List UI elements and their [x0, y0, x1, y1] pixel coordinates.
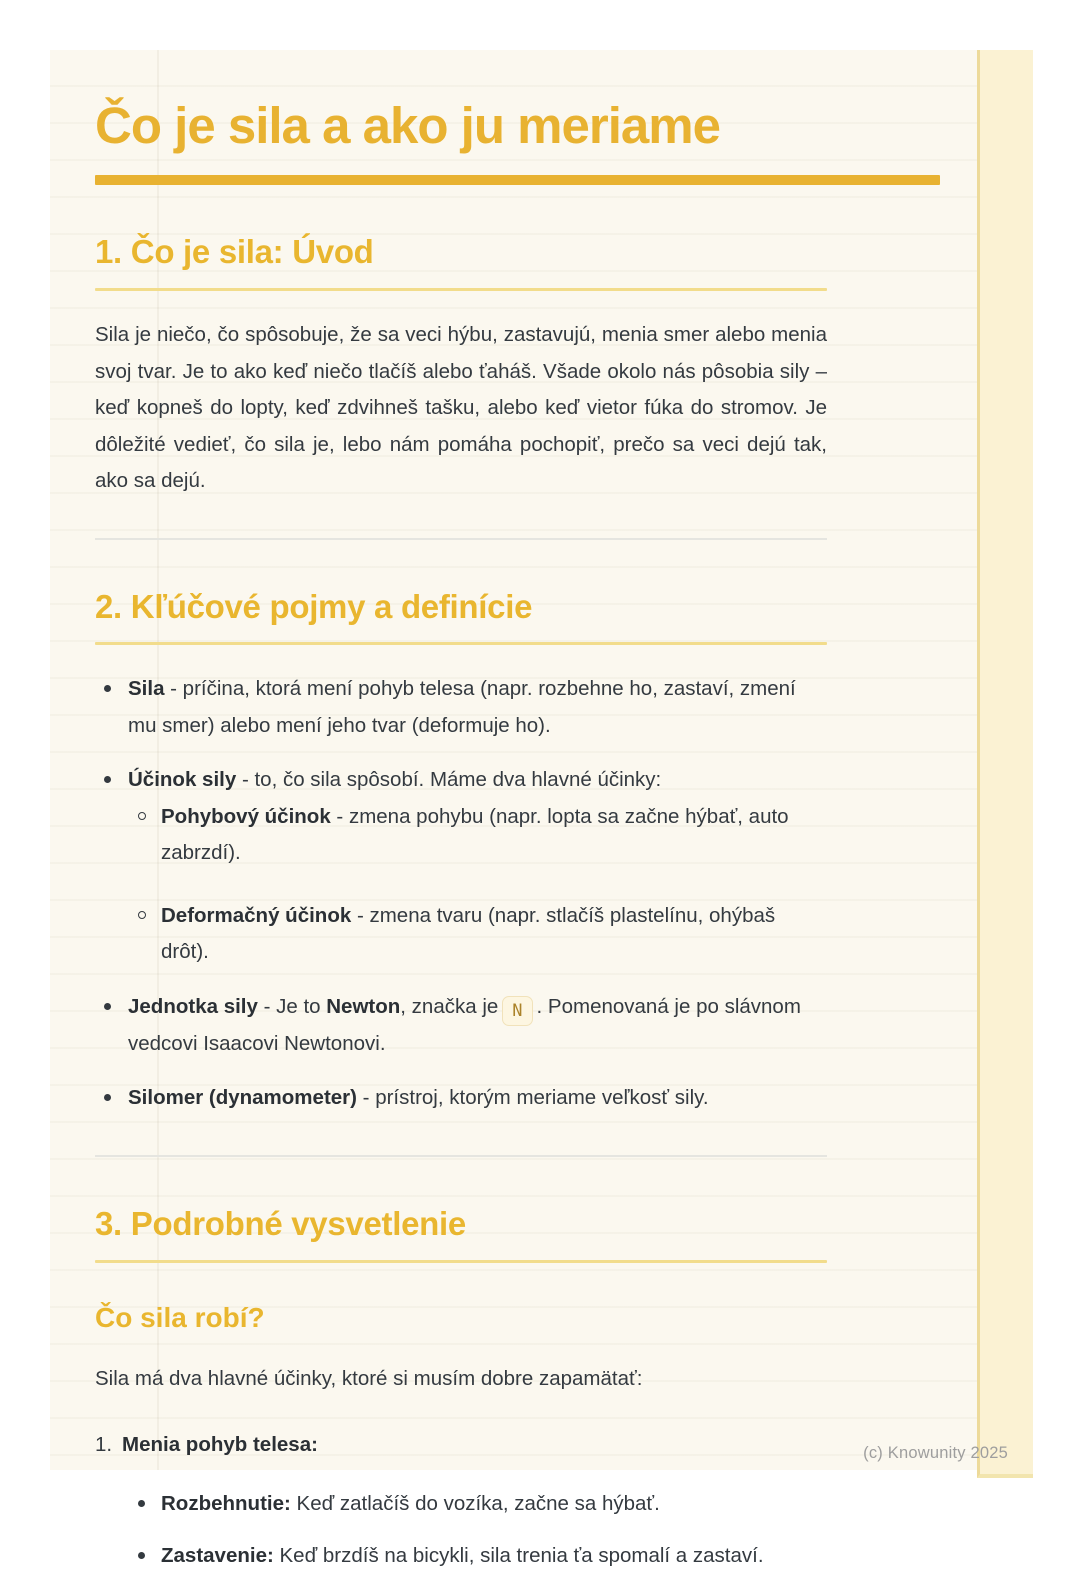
definition-ucinok-sily: - to, čo sila spôsobí. Máme dva hlavné účinky:: [236, 768, 662, 792]
list-item-sila: [95, 671, 827, 744]
section-3-intro: Sila má dva hlavné účinky, ktoré si musím dobre zapamätať:: [95, 1366, 643, 1390]
list-item-ucinok-sily: [95, 762, 827, 971]
list-item-zastavenie: [95, 1538, 827, 1575]
list-item-jednotka-sily: [95, 989, 827, 1063]
numbered-item-menia-pohyb: [95, 1427, 827, 1464]
subsection-heading: Čo sila robí?: [95, 1301, 265, 1333]
notes-page: [50, 50, 1032, 1568]
list-item-silomer: [95, 1080, 827, 1117]
list-item-deformacny-ucinok: [128, 898, 827, 971]
intro-paragraph: Sila je niečo, čo spôsobuje, že sa veci hýbu, zastavujú, menia smer alebo menia svoj tvar. Je to ako keď niečo tlačíš alebo ťaháš. Všade okolo nás pôsobia sily – keď kopneš do lopty, keď zdvihneš tašku, alebo keď vietor fúka do stromov. Je dôležité vedieť, čo sila je, lebo nám pomáha pochopiť, prečo sa veci dejú tak, ako sa dejú.: [95, 323, 827, 493]
term-sila: Sila: [128, 677, 165, 701]
definition-sila: - príčina, ktorá mení pohyb telesa (napr. rozbehne ho, zastaví, zmení mu smer) alebo mení jeho tvar (deformuje ho).: [128, 677, 796, 737]
definition-deformacny-ucinok: - zmena tvaru (napr. stlačíš plastelínu, ohýbaš drôt).: [161, 903, 776, 964]
section-divider-2: [95, 1155, 827, 1157]
jednotka-text-1: - Je to: [257, 994, 327, 1018]
effects-sublist: [128, 799, 827, 971]
effects-numbered-list: [95, 1427, 827, 1464]
section-3-heading: 3. Podrobné vysvetlenie: [95, 1204, 466, 1242]
numbered-item-label: Menia pohyb telesa:: [122, 1433, 318, 1457]
jednotka-text-3: . Pomenovaná je po slávnom vedcovi Isaacovi Newtonovi.: [128, 994, 801, 1055]
section-key-terms: [95, 588, 827, 1117]
right-accent-band: [977, 50, 1033, 1478]
definition-rozbehnutie: Keď zatlačíš do vozíka, začne sa hýbať.: [290, 1491, 660, 1515]
section-1-heading: 1. Čo je sila: Úvod: [95, 233, 374, 271]
key-terms-list: [95, 671, 827, 1117]
section-introduction: [95, 233, 827, 499]
section-2-heading: 2. Kľúčové pojmy a definície: [95, 587, 533, 625]
definition-silomer: - prístroj, ktorým meriame veľkosť sily.: [356, 1086, 709, 1110]
section-divider-1: [95, 538, 827, 540]
page-title: Čo je sila a ako ju meriame: [95, 97, 720, 154]
term-pohybovy-ucinok: Pohybový účinok: [161, 804, 331, 828]
numbered-item-index: 1.: [95, 1433, 113, 1457]
term-ucinok-sily: Účinok sily: [128, 768, 237, 792]
section-2-underline: [95, 642, 827, 645]
motion-examples-list: [95, 1486, 827, 1575]
copyright-note: (c) Knowunity 2025: [863, 1444, 1008, 1462]
title-divider: [95, 175, 940, 185]
term-newton: Newton: [326, 994, 401, 1018]
term-silomer: Silomer (dynamometer): [128, 1086, 357, 1110]
newton-unit-badge: N: [502, 996, 532, 1026]
page-content: [95, 50, 827, 1575]
term-deformacny-ucinok: Deformačný účinok: [161, 903, 352, 927]
section-1-underline: [95, 288, 827, 291]
definition-zastavenie: Keď brzdíš na bicykli, sila trenia ťa spomalí a zastaví.: [273, 1544, 764, 1568]
term-rozbehnutie: Rozbehnutie:: [161, 1491, 291, 1515]
section-detailed-explanation: [95, 1205, 827, 1575]
jednotka-text-2: , značka je: [400, 994, 499, 1018]
definition-pohybovy-ucinok: - zmena pohybu (napr. lopta sa začne hýbať, auto zabrzdí).: [161, 804, 789, 865]
section-3-underline: [95, 1260, 827, 1263]
term-jednotka-sily: Jednotka sily: [128, 994, 258, 1018]
list-item-rozbehnutie: [95, 1486, 827, 1523]
list-item-pohybovy-ucinok: [128, 799, 827, 872]
term-zastavenie: Zastavenie:: [161, 1544, 274, 1568]
